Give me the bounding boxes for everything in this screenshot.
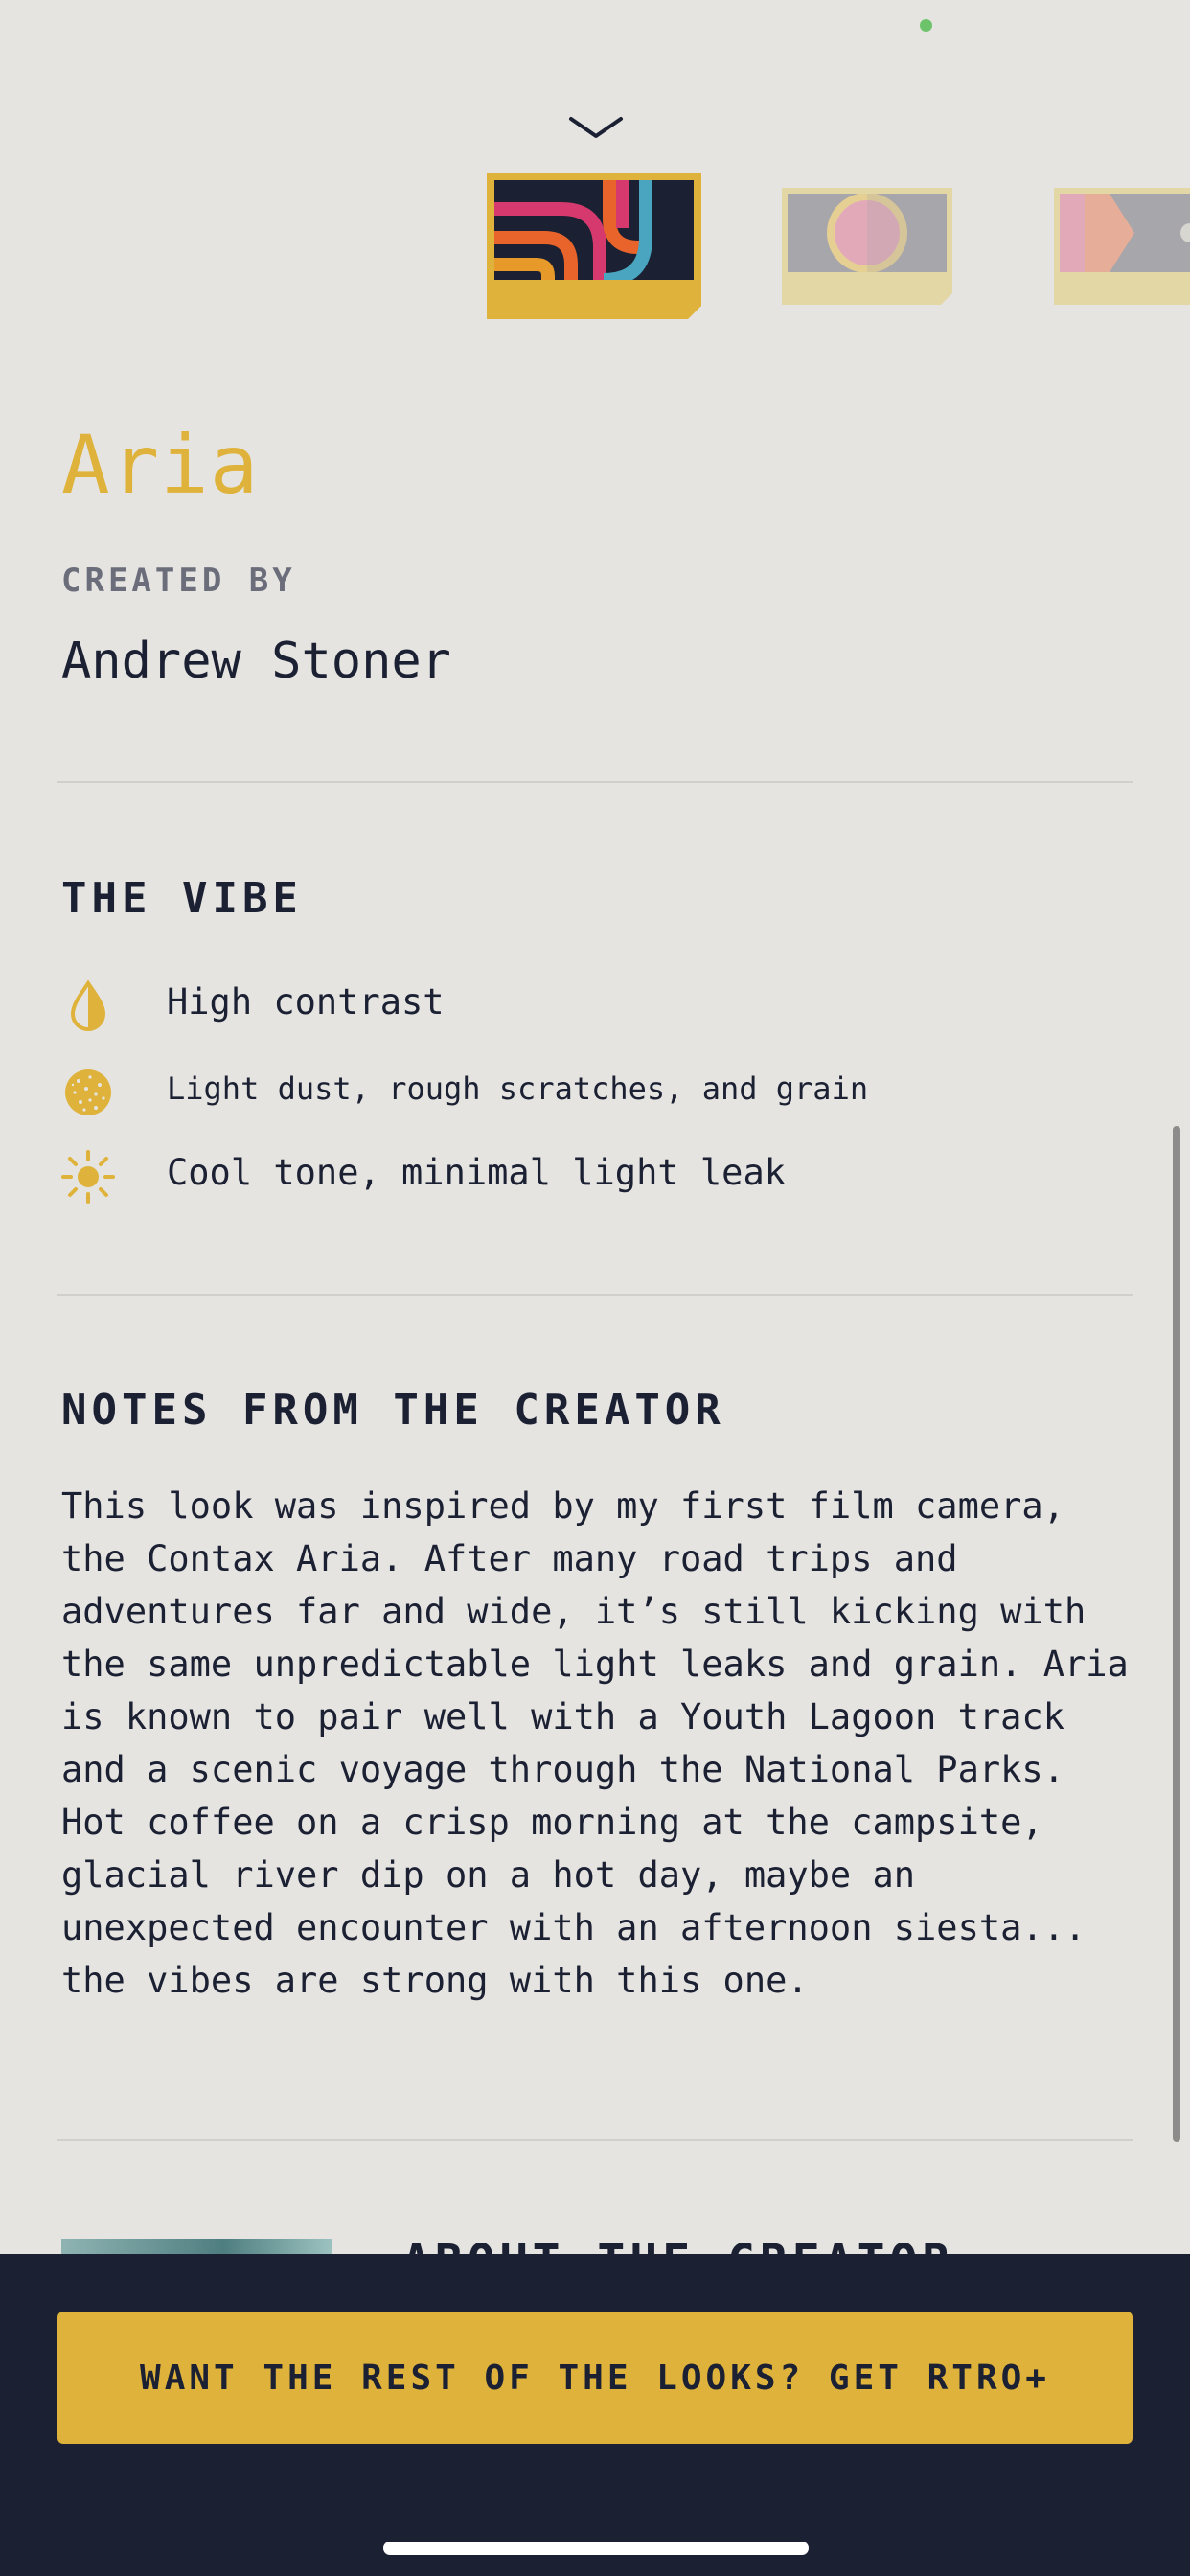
vibe-item-contrast (61, 974, 1115, 1031)
sun-icon (61, 1150, 115, 1204)
look-thumbnail-3[interactable] (1054, 188, 1190, 305)
look-thumbnail-art (788, 194, 947, 272)
scrollbar[interactable] (1173, 1126, 1180, 2142)
grain-circle-icon (61, 1066, 115, 1119)
vibe-item-label: High contrast (167, 981, 445, 1023)
creator-notes-body: This look was inspired by my first film camera, the Contax Aria. After many road trips and adventures far and wide, it’s still kicking with the same unpredictable light leaks and grain. Aria is known to pair well with a Youth Lagoon track and a scenic voyage through the National Parks. Hot coffee on a crisp morning at the campsite, glacial river dip on a hot day, maybe an unexpected encounter with an afternoon siesta... the vibes are strong with this one. (61, 1485, 1129, 2001)
chevron-down-icon[interactable] (567, 113, 625, 142)
look-thumbnail-aria-selected[interactable] (487, 172, 701, 319)
look-thumbnail-art (494, 180, 694, 280)
notes-heading: NOTES FROM THE CREATOR (61, 1386, 725, 1435)
vibe-item-label: Cool tone, minimal light leak (167, 1152, 787, 1193)
look-thumbnail-art (1060, 194, 1190, 272)
vibe-item-grain (61, 1060, 1115, 1117)
status-indicator-dot (920, 19, 932, 32)
vibe-heading: THE VIBE (61, 874, 303, 923)
section-divider (57, 2139, 1133, 2141)
look-thumbnail-carousel[interactable] (0, 172, 1190, 326)
creator-name: Andrew Stoner (61, 632, 451, 690)
contrast-drop-icon (61, 979, 115, 1033)
look-thumbnail-2[interactable] (782, 188, 952, 305)
section-divider (57, 1294, 1133, 1296)
get-rtro-plus-button[interactable]: WANT THE REST OF THE LOOKS? GET RTRO+ (57, 2312, 1133, 2444)
section-divider (57, 781, 1133, 783)
vibe-item-tone (61, 1144, 1115, 1202)
created-by-label: CREATED BY (61, 562, 296, 600)
home-indicator[interactable] (383, 2542, 809, 2555)
footer-bar (0, 2254, 1190, 2576)
vibe-item-label: Light dust, rough scratches, and grain (167, 1070, 869, 1107)
look-title: Aria (61, 418, 260, 512)
